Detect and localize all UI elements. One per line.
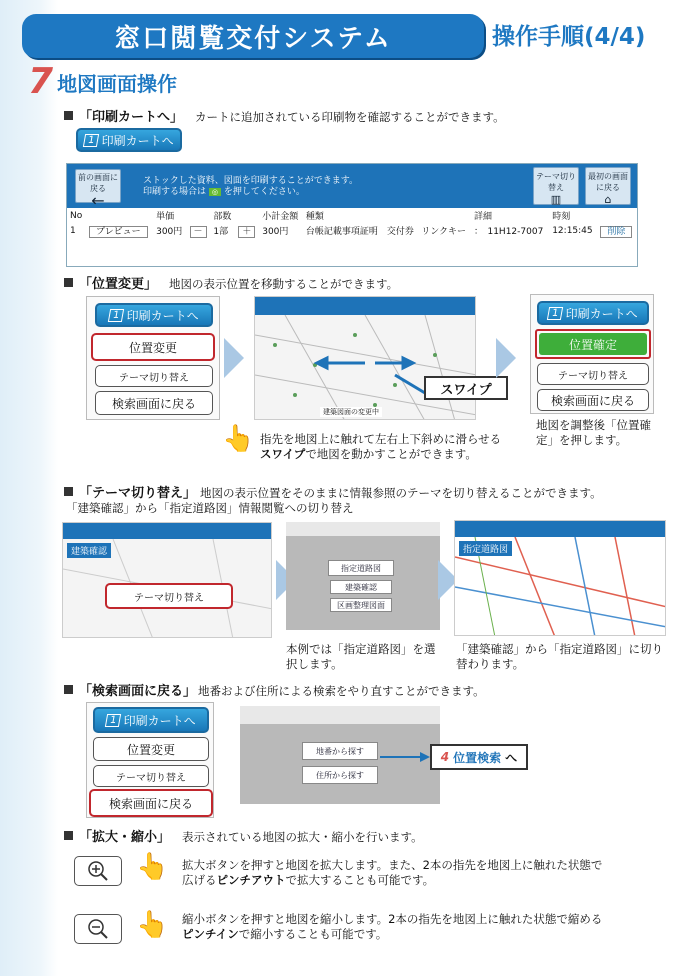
swipe-hand-icon: 👆 (222, 424, 255, 454)
back-button[interactable]: 前の画面に戻る ← (75, 169, 121, 203)
theme-map-after (454, 520, 666, 636)
search-by-lot-button[interactable]: 地番から探す (302, 742, 378, 760)
flow-arrow (224, 338, 244, 378)
print-cart-button[interactable]: 1 印刷カートへ (76, 128, 182, 152)
cart-message: ストックした資料、図面を印刷することができます。 印刷する場合は ◎ を押してください。 (143, 176, 359, 197)
table-row: 1 プレビュー 300円 － 1部 ＋ 300円 台帳記載事項証明 交付券 リンクキー ： 11H12-7007 12:15:45 削除 (67, 223, 637, 238)
position-heading: 「位置変更」 地図の表示位置を移動することができます。 (64, 273, 398, 292)
search-by-address-button[interactable]: 住所から探す (302, 766, 378, 784)
zoom-in-button[interactable] (74, 856, 122, 886)
theme-caption-right: 「建築確認」から「指定道路図」に切り替わります。 (456, 642, 663, 671)
zoom-heading: 「拡大・縮小」 表示されている地図の拡大・縮小を行います。 (64, 826, 423, 845)
confirm-menu (530, 294, 654, 414)
position-change-button[interactable]: 位置変更 (91, 333, 215, 361)
zoom-out-button[interactable] (74, 914, 122, 944)
print-cart-button[interactable]: 1 印刷カートへ (93, 707, 209, 733)
print-cart-button[interactable]: 1 印刷カートへ (537, 301, 649, 325)
zoom-in-text: 拡大ボタンを押すと地図を拡大します。また、2本の指先を地図上に触れた状態で 広げるピンチアウトで拡大することも可能です。 (182, 858, 603, 887)
back-to-search-button[interactable]: 検索画面に戻る (89, 789, 213, 817)
position-change-button[interactable]: 位置変更 (93, 737, 209, 761)
option-road-map[interactable]: 指定道路図 (328, 560, 394, 576)
theme-subtitle: 「建築確認」から「指定道路図」情報閲覧への切り替え (66, 501, 354, 515)
section-name: 地図画面操作 (57, 72, 178, 96)
theme-caption-mid: 本例では「指定道路図」を選択します。 (286, 642, 436, 671)
confirm-frame (535, 329, 651, 359)
theme-switch-button[interactable]: テーマ切り替え (537, 363, 649, 385)
step-indicator: 操作手順(4/4) (492, 24, 646, 50)
position-menu (86, 296, 220, 420)
sidebar-strip (0, 0, 58, 976)
theme-switch-button[interactable]: テーマ切り替え (93, 765, 209, 787)
theme-switch-button[interactable]: テーマ切り替え ▥ (533, 167, 579, 205)
theme-map-before (62, 522, 272, 638)
cart-table (67, 208, 637, 238)
pinch-in-hand-icon: 👆 (136, 910, 169, 940)
map-tag: 指定道路図 (459, 541, 512, 556)
plus-button[interactable]: ＋ (238, 226, 255, 238)
zoom-out-icon (87, 918, 109, 940)
confirm-caption: 地図を調整後「位置確定」を押します。 (536, 418, 651, 447)
back-heading: 「検索画面に戻る」 地番および住所による検索をやり直すことができます。 (64, 680, 485, 699)
first-screen-button[interactable]: 最初の画面に戻る ⌂ (585, 167, 631, 205)
table-header: No 単価 部数 小計金額 種類 詳細 時刻 (70, 210, 571, 222)
back-to-search-button[interactable]: 検索画面に戻る (95, 391, 213, 415)
print-cart-button[interactable]: 1 印刷カートへ (95, 303, 213, 327)
map-tag: 建築確認 (67, 543, 111, 558)
print-cart-heading: 「印刷カートへ」 カートに追加されている印刷物を確認することができます。 (64, 106, 505, 125)
option-land[interactable]: 区画整理図面 (330, 598, 392, 612)
map-screen[interactable] (254, 296, 476, 420)
section-number: 7 (28, 61, 54, 102)
flow-arrow (496, 338, 516, 378)
cart-screen (66, 163, 638, 267)
swipe-text: 指先を地図上に触れて左右上下斜めに滑らせる スワイプで地図を動かすことができます。 (260, 432, 502, 461)
page-title: 窓口閲覧交付システム (22, 14, 484, 58)
section-title (28, 61, 178, 102)
zoom-out-text: 縮小ボタンを押すと地図を縮小します。2本の指先を地図上に触れた状態で縮める ピンチインで縮小することも可能です。 (182, 912, 603, 941)
theme-switch-button[interactable]: テーマ切り替え (95, 365, 213, 387)
map-footer: 建築図面の変更中 (320, 407, 382, 417)
delete-button[interactable]: 削除 (600, 226, 632, 238)
theme-switch-button[interactable]: テーマ切り替え (105, 583, 233, 609)
theme-heading: 「テーマ切り替え」 地図の表示位置をそのままに情報参照のテーマを切り替えることができます。 (64, 482, 602, 501)
map-image (255, 315, 476, 420)
preview-button[interactable]: プレビュー (89, 226, 148, 238)
pinch-out-hand-icon: 👆 (136, 852, 169, 882)
option-building[interactable]: 建築確認 (330, 580, 392, 594)
back-menu (86, 702, 214, 818)
zoom-in-icon (87, 860, 109, 882)
theme-select-screen (286, 522, 440, 630)
link-arrow-icon (380, 750, 430, 764)
position-search-link[interactable]: 4 位置検索 へ (430, 744, 528, 770)
swipe-label: スワイプ (424, 376, 508, 400)
minus-button[interactable]: － (190, 226, 207, 238)
back-to-search-button[interactable]: 検索画面に戻る (537, 389, 649, 411)
position-confirm-button[interactable]: 位置確定 (539, 333, 647, 355)
